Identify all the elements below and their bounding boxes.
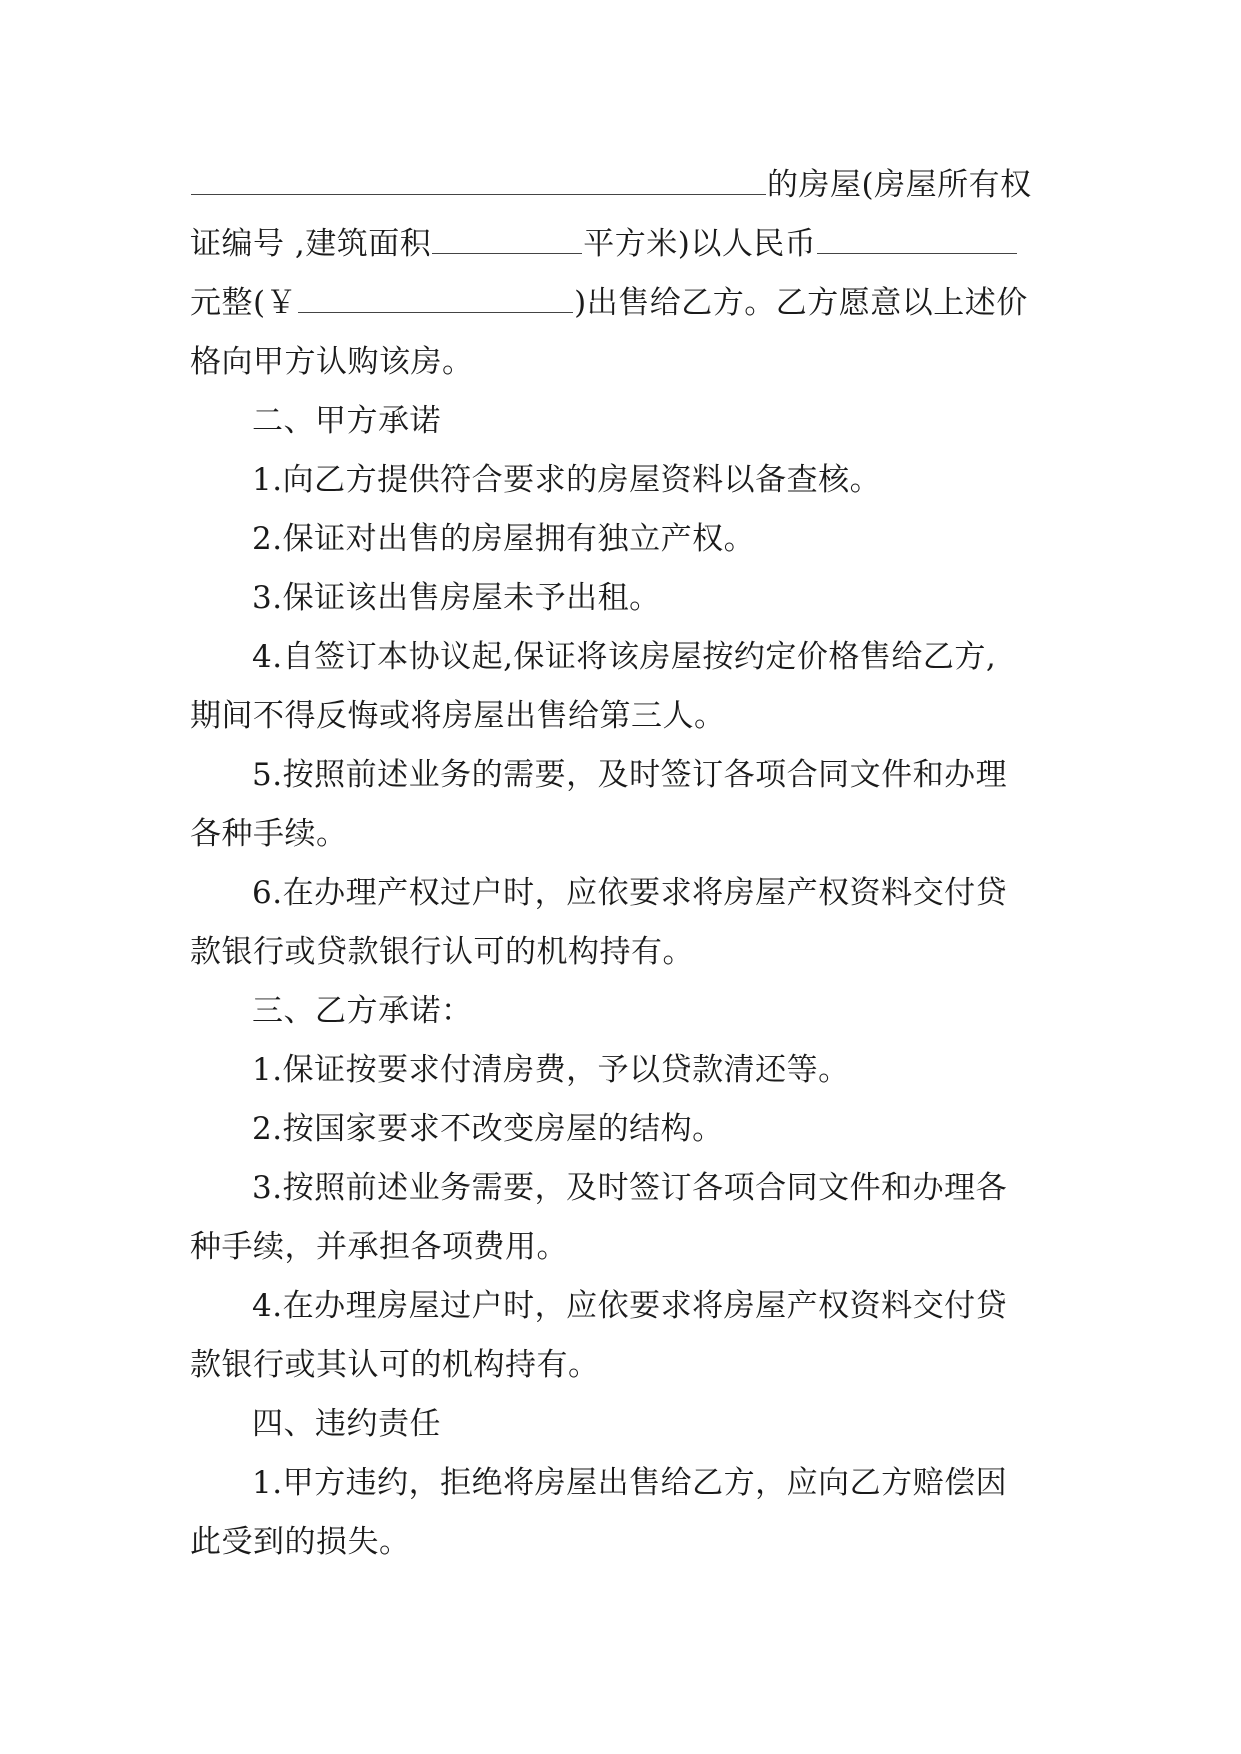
intro-line-3 — [190, 274, 1052, 333]
section-3-item-3-line-1: 3.按照前述业务需要，及时签订各项合同文件和办理各 — [252, 1170, 1008, 1206]
section-2-item-5-line-2: 各种手续。 — [190, 816, 348, 852]
section-2-item-3: 3.保证该出售房屋未予出租。 — [252, 580, 661, 616]
document-body — [190, 156, 1052, 1572]
blank-price-rmb — [817, 223, 1017, 254]
section-3-item-3-line-2: 种手续，并承担各项费用。 — [190, 1229, 568, 1265]
intro-line-1 — [190, 156, 1052, 215]
section-3-heading: 三、乙方承诺： — [252, 993, 473, 1029]
intro-line-4: 格向甲方认购该房。 — [190, 344, 474, 380]
intro-line-3-text-b: )出售给乙方。乙方愿意以上述价 — [574, 285, 1028, 321]
intro-line-2-text-b: 平方米)以人民币 — [583, 226, 817, 262]
section-3-item-4-line-2: 款银行或其认可的机构持有。 — [190, 1347, 600, 1383]
section-2-item-6-line-1: 6.在办理产权过户时，应依要求将房屋产权资料交付贷 — [252, 875, 1008, 911]
section-4-item-1-line-1: 1.甲方违约，拒绝将房屋出售给乙方，应向乙方赔偿因 — [252, 1465, 1008, 1501]
intro-line-2 — [190, 215, 1052, 274]
section-2-item-6-line-2: 款银行或贷款银行认可的机构持有。 — [190, 934, 694, 970]
blank-price-yen — [298, 282, 573, 313]
intro-line-3-text-a: 元整(￥ — [190, 285, 298, 321]
section-2-heading: 二、甲方承诺 — [252, 403, 441, 439]
blank-building-area — [432, 223, 582, 254]
section-3-item-2: 2.按国家要求不改变房屋的结构。 — [252, 1111, 724, 1147]
section-2-item-5-line-1: 5.按照前述业务的需要，及时签订各项合同文件和办理 — [252, 757, 1008, 793]
section-4-item-1-line-2: 此受到的损失。 — [190, 1524, 411, 1560]
section-2-item-2: 2.保证对出售的房屋拥有独立产权。 — [252, 521, 756, 557]
intro-line-1-text: 的房屋(房屋所有权 — [767, 167, 1032, 203]
section-2-item-4-line-2: 期间不得反悔或将房屋出售给第三人。 — [190, 698, 726, 734]
section-3-item-4-line-1: 4.在办理房屋过户时，应依要求将房屋产权资料交付贷 — [252, 1288, 1008, 1324]
section-2-item-1: 1.向乙方提供符合要求的房屋资料以备查核。 — [252, 462, 882, 498]
intro-line-2-text-a: 证编号 ,建筑面积 — [190, 226, 432, 262]
section-4-heading: 四、违约责任 — [252, 1406, 441, 1442]
section-2-item-4-line-1: 4.自签订本协议起,保证将该房屋按约定价格售给乙方, — [252, 639, 997, 675]
blank-seller-address — [191, 164, 766, 195]
section-3-item-1: 1.保证按要求付清房费，予以贷款清还等。 — [252, 1052, 850, 1088]
